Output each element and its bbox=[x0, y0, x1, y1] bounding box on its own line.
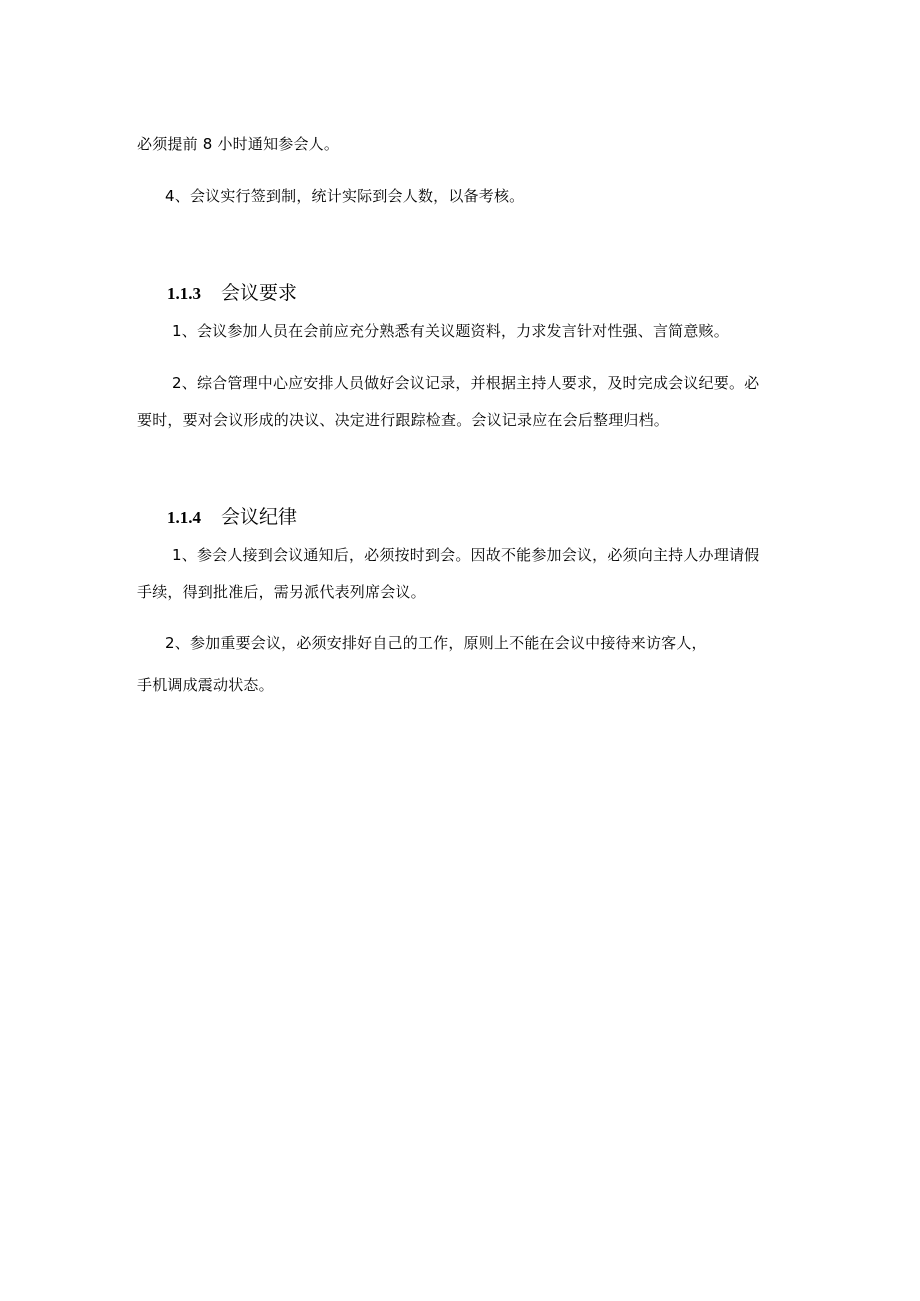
section-number: 1.1.4 bbox=[167, 508, 201, 527]
list-item-1: 1、会议参加人员在会前应充分熟悉有关议题资料，力求发言针对性强、言简意赅。 bbox=[172, 322, 729, 340]
list-item-2-line-2: 要时，要对会议形成的决议、决定进行跟踪检查。会议记录应在会后整理归档。 bbox=[137, 411, 670, 429]
section-title: 会议纪律 bbox=[221, 506, 298, 528]
section-heading-1-1-4 bbox=[167, 505, 297, 530]
list-item-4: 4、会议实行签到制，统计实际到会人数，以备考核。 bbox=[165, 187, 525, 205]
list-item-2-line-1: 2、参加重要会议，必须安排好自己的工作，原则上不能在会议中接待来访客人， bbox=[165, 634, 707, 652]
section-title: 会议要求 bbox=[221, 282, 298, 304]
list-item-2-line-1: 2、综合管理中心应安排人员做好会议记录，并根据主持人要求，及时完成会议纪要。必 bbox=[172, 374, 760, 392]
list-item-1-line-2: 手续，得到批准后，需另派代表列席会议。 bbox=[137, 583, 426, 601]
list-item-2-line-2: 手机调成震动状态。 bbox=[137, 676, 274, 694]
list-item-1-line-1: 1、参会人接到会议通知后，必须按时到会。因故不能参加会议，必须向主持人办理请假 bbox=[172, 546, 760, 564]
paragraph-line: 必须提前 8 小时通知参会人。 bbox=[137, 135, 340, 153]
section-number: 1.1.3 bbox=[167, 284, 201, 303]
section-heading-1-1-3 bbox=[167, 281, 297, 306]
